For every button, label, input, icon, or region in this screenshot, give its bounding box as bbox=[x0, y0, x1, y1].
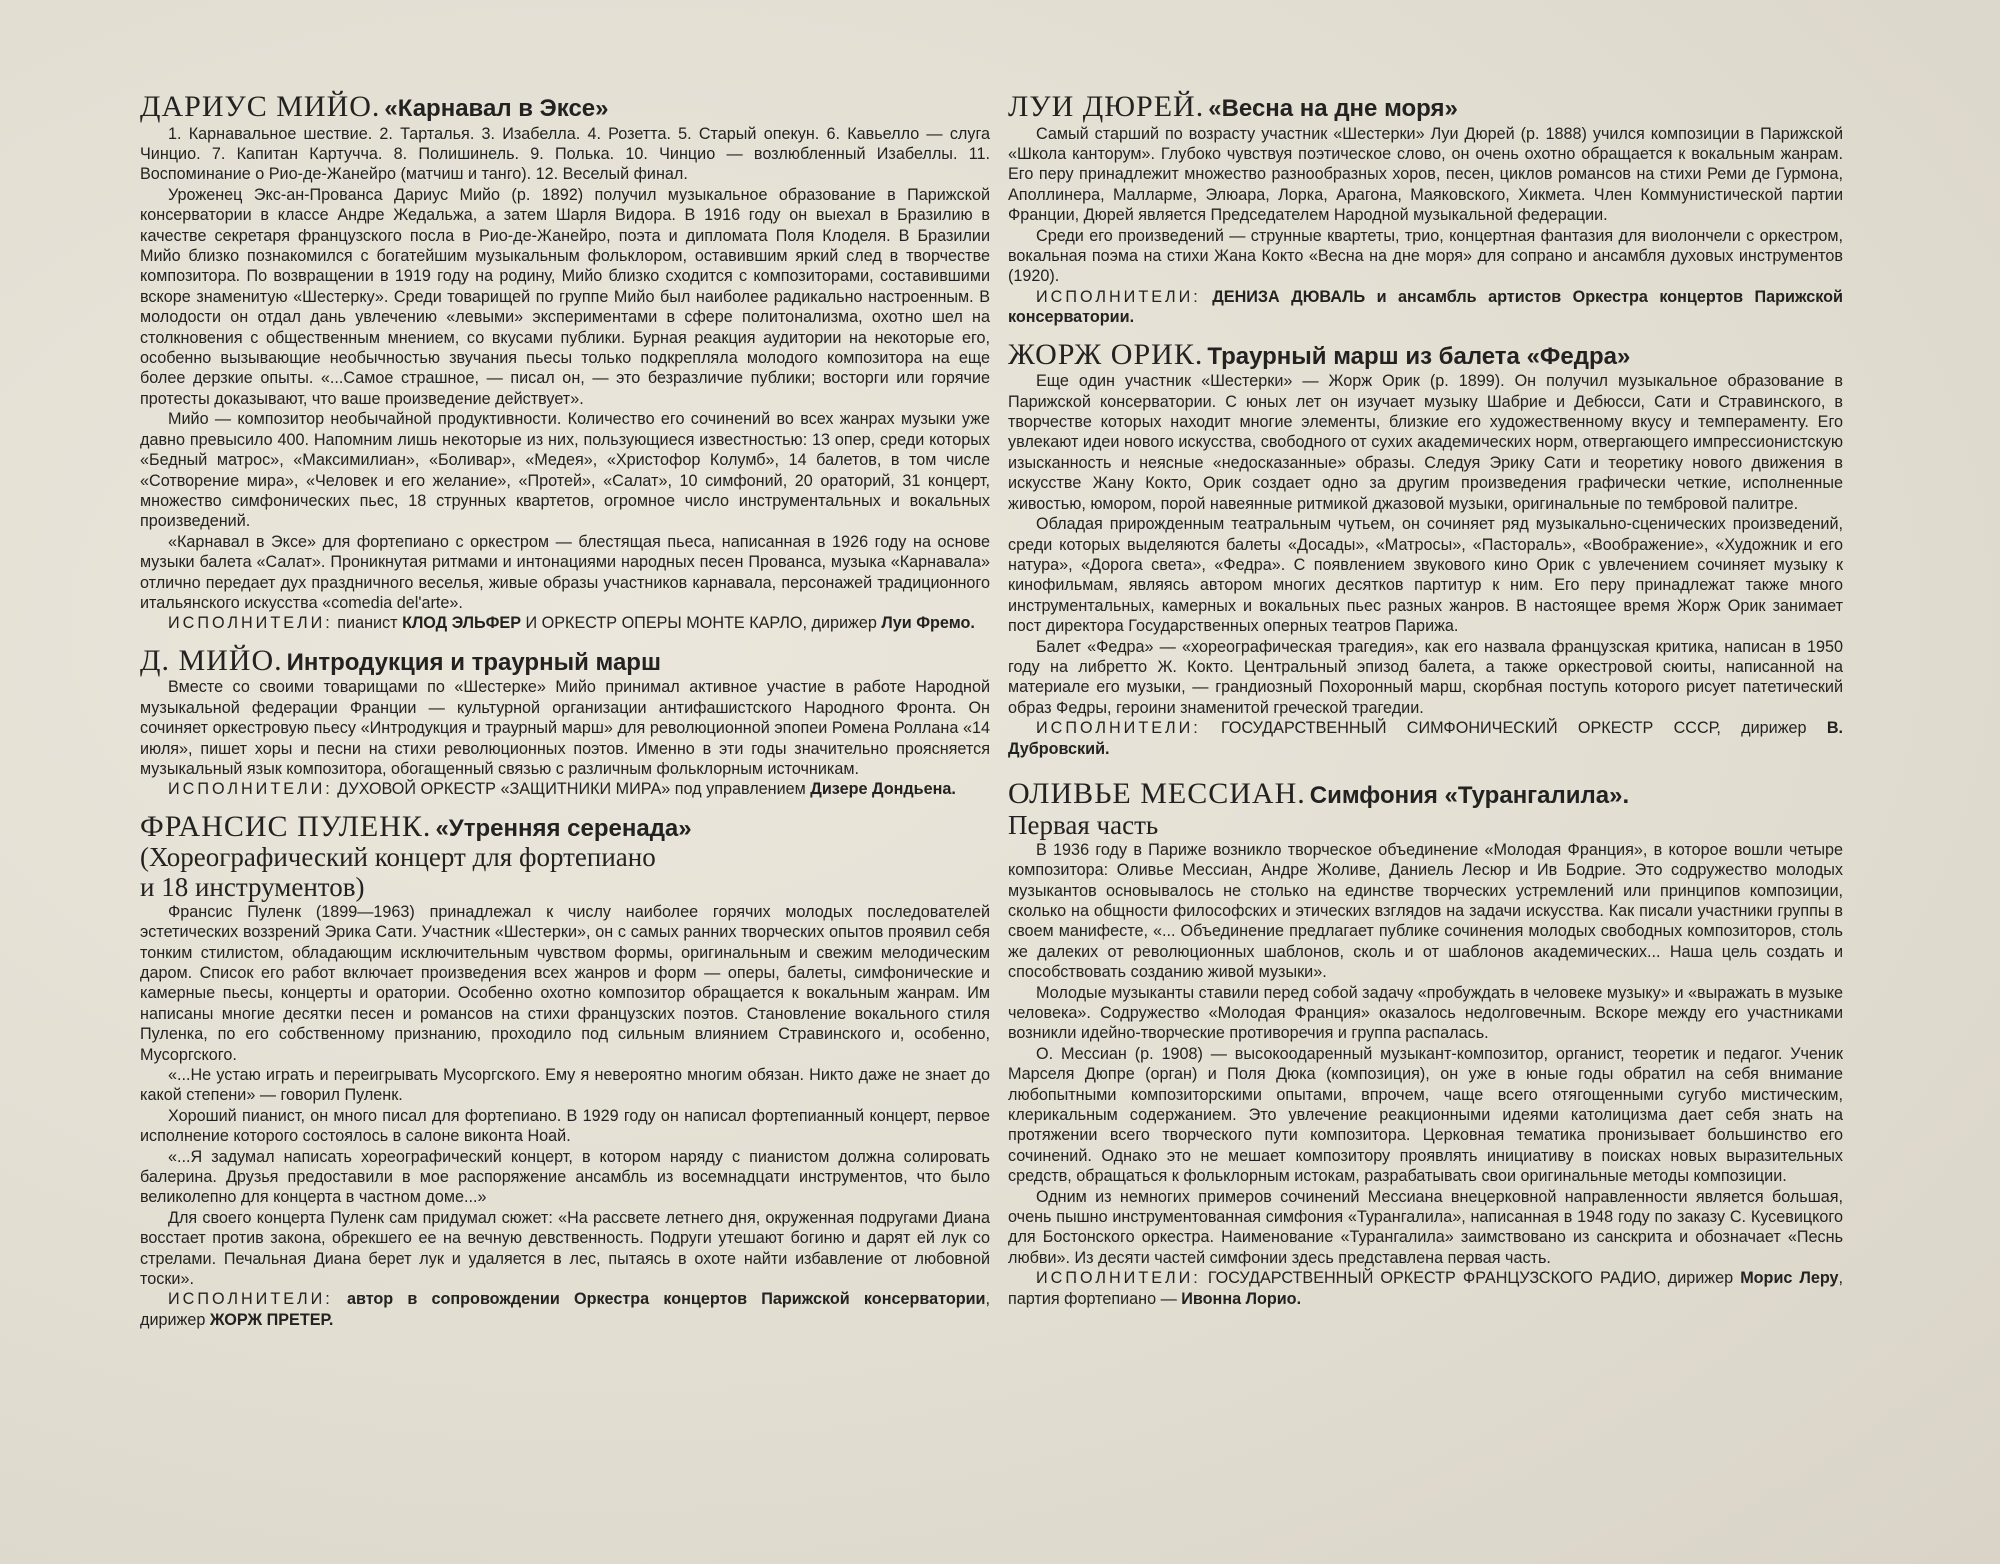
work-title: «Утренняя серенада» bbox=[435, 814, 692, 842]
work-title: «Карнавал в Эксе» bbox=[384, 95, 609, 122]
performers-text: , дирижер bbox=[140, 1290, 990, 1329]
paragraph: Вместе со своими товарищами по «Шестерке» Мийо принимал активное участие в работе Народной музыкальной федерации Франции — культурной организации антифашистского Народного Фронта. Он сочиняет оркестровую пьесу «Интродукция и траурный марш» для революционной эпопеи Ромена Роллана «14 июля», пишет хоры и песни на стихи революционных поэтов. Именно в эти годы значительно проясняется музыкальный язык композитора, обогащенный связью с различным фольклорным источникам. bbox=[140, 678, 990, 778]
performer-name: автор в сопровождении Оркестра концертов Парижской консерватории bbox=[346, 1290, 986, 1309]
paragraph: Уроженец Экс-ан-Прованса Дариус Мийо (р. 1892) получил музыкальное образование в Парижской консерватории в классе Андре Жедальжа, а затем Шарля Видора. В 1916 году он выехал в Бразилию в качестве секретаря французского посла в Рио-де-Жанейро, поэта и дипломата Поля Клоделя. В Бразилии Мийо близко познакомился с богатейшим музыкальным фольклором, оставившим яркий след в творчестве композитора. По возвращении в 1919 году на родину, Мийо близко сходится с композиторами, составившими вскоре знаменитую «Шестерку». Среди товарищей по группе Мийо был наиболее радикально настроенным. В молодости он отдал дань увлечению «левыми» экспериментами в сфере политонализма, охотно шел на столкновения с общественным мнением, со вкусами публики. Бурная реакция аудитории на некоторые его, особенно вызывающие необычностью звучания пьесы только подкрепляла молодого композитора на еще более дерзкие опыты. «...Самое страшное, — писал он, — это безразличие публики; восторги или горячие протесты доказывают, что ваше произведение действует». bbox=[140, 185, 990, 408]
section-heading bbox=[1008, 90, 1843, 124]
performers-label: ИСПОЛНИТЕЛИ: bbox=[1036, 719, 1201, 738]
section-milhaud-introduction bbox=[140, 644, 990, 800]
performers-credit bbox=[140, 613, 990, 633]
performers-label: ИСПОЛНИТЕЛИ: bbox=[168, 1290, 333, 1309]
conductor-name: Луи Фремо. bbox=[881, 614, 975, 633]
section-heading bbox=[1008, 777, 1843, 811]
paragraph: Одним из немногих примеров сочинений Мессиана внецерковной направленности является большая, очень пышно инструментованная симфония «Турангалила», написанная в 1948 году по заказу С. Кусевицкого для Бостонского оркестра. Наименование «Турангалила» заимствовано из санскрита и обозначает «Песнь любви». Из десяти частей симфонии здесь представлена первая часть. bbox=[1008, 1187, 1843, 1267]
performers-credit bbox=[1008, 1268, 1843, 1309]
work-title: Симфония «Турангалила». bbox=[1309, 781, 1630, 809]
paragraph: «...Не устаю играть и переигрывать Мусоргского. Ему я невероятно многим обязан. Никто даже не знает до какой степени» — говорил Пуленк. bbox=[140, 1065, 990, 1105]
work-subtitle: Первая часть bbox=[1008, 809, 1159, 840]
work-title: «Весна на дне моря» bbox=[1208, 95, 1458, 122]
paragraph: Самый старший по возрасту участник «Шестерки» Луи Дюрей (р. 1888) учился композиции в Парижской «Школа канторум». Глубоко чувствуя поэтическое слово, он очень охотно обращается к вокальным жанрам. Его перу принадлежит множество разнообразных хоров, песен, циклов романсов на стихи Реми де Гурмона, Аполлинера, Малларме, Элюара, Лорка, Арагона, Маяковского, Хикмета. Член Коммунистической партии Франции, Дюрей является Председателем Народной музыкальной федерации. bbox=[1008, 124, 1843, 225]
section-poulenc-aubade bbox=[140, 810, 990, 1330]
paragraph: Франсис Пуленк (1899—1963) принадлежал к числу наиболее горячих молодых последователей эстетических воззрений Эрика Сати. Участник «Шестерки», он с самых ранних творческих опытов проявил себя тонким стилистом, обладающим исключительным чувством формы, оригинальным и свежим мелодическим даром. Список его работ включает произведения всех жанров и форм — оперы, балеты, симфонические и камерные пьесы, концерты и оратории. Особенно охотно композитор обращается к вокальным жанрам. Им написаны многие десятки песен и романсов на стихи французских поэтов. Становление вокального стиля Пуленка, по его собственному признанию, проходило под сильным влиянием Стравинского и, особенно, Мусоргского. bbox=[140, 902, 990, 1064]
performers-credit bbox=[1008, 287, 1843, 328]
performers-text: ДУХОВОЙ ОРКЕСТР «ЗАЩИТНИКИ МИРА» под управлением bbox=[332, 780, 811, 799]
section-messiaen-turangalila bbox=[1008, 777, 1843, 1309]
paragraph: Среди его произведений — струнные квартеты, трио, концертная фантазия для виолончели с оркестром, вокальная поэма на стихи Жана Кокто «Весна на дне моря» для сопрано и ансамбля духовых инструментов (1920). bbox=[1008, 226, 1843, 286]
performers-label: ИСПОЛНИТЕЛИ: bbox=[168, 780, 333, 799]
work-title: Интродукция и траурный марш bbox=[286, 648, 661, 676]
right-column bbox=[1008, 90, 1843, 1309]
performers-credit bbox=[1008, 718, 1843, 759]
composer-name: ОЛИВЬЕ МЕССИАН. bbox=[1008, 776, 1306, 810]
performer-name: ДЕНИЗА ДЮВАЛЬ и ансамбль артистов Оркестра концертов Парижской консерватории. bbox=[1008, 287, 1843, 327]
composer-name: ДАРИУС МИЙО. bbox=[140, 90, 381, 123]
section-heading bbox=[140, 644, 990, 678]
section-milhaud-carnaval bbox=[140, 90, 990, 634]
work-subtitle: и 18 инструментов) bbox=[140, 871, 365, 902]
performer-name: Ивонна Лорио. bbox=[1181, 1289, 1302, 1308]
conductor-name: Дизере Дондьена. bbox=[810, 780, 956, 799]
paragraph: О. Мессиан (р. 1908) — высокоодаренный музыкант-композитор, органист, теоретик и педагог. Ученик Марселя Дюпре (орган) и Поля Дюка (композиция), он уже в юные годы обратил на себя внимание любопытными композиторскими опытами, впрочем, чаще всего отягощенными сугубо мистическим, клерикальным содержанием. Это увлечение реакционными идеями католицизма дает себя знать на протяжении всего творческого пути композитора. Церковная тематика пронизывает большинство его сочинений. Однако это не мешает композитору проявлять инициативу в поисках новых выразительных средств, обращаться к фольклорным истокам, разрабатывать свои оригинальные методы композиции. bbox=[1008, 1044, 1843, 1186]
work-title: Траурный марш из балета «Федра» bbox=[1207, 342, 1631, 370]
paragraph: «...Я задумал написать хореографический концерт, в котором наряду с пианистом должна солировать балерина. Друзья предоставили в мое распоряжение ансамбль из восемнадцати инструментов, что было великолепно для концерта в частном доме...» bbox=[140, 1147, 990, 1207]
performer-name: КЛОД ЭЛЬФЕР bbox=[402, 614, 522, 633]
work-subtitle: (Хореографический концерт для фортепиано bbox=[140, 842, 656, 873]
performers-text: ГОСУДАРСТВЕННЫЙ СИМФОНИЧЕСКИЙ ОРКЕСТР СССР, дирижер bbox=[1200, 719, 1827, 738]
section-heading bbox=[140, 810, 990, 844]
performers-credit bbox=[140, 1289, 990, 1330]
conductor-name: Морис Леру bbox=[1740, 1269, 1839, 1288]
performers-text: , партия фортепиано — bbox=[1008, 1269, 1844, 1308]
performers-label: ИСПОЛНИТЕЛИ: bbox=[1036, 287, 1201, 306]
performers-label: ИСПОЛНИТЕЛИ: bbox=[1036, 1269, 1201, 1288]
paragraph: Балет «Федра» — «хореографическая трагедия», как его назвала французская критика, написан в 1950 году на либретто Ж. Кокто. Центральный эпизод балета, а также оркестровой сюиты, написанной на материале его музыки, — грандиозный Похоронный марш, скорбная поступь которого рисует патетический образ Федры, героини знаменитой греческой трагедии. bbox=[1008, 637, 1843, 717]
conductor-name: ЖОРЖ ПРЕТЕР. bbox=[209, 1310, 334, 1329]
composer-name: ФРАНСИС ПУЛЕНК. bbox=[140, 809, 432, 843]
paragraph: Хороший пианист, он много писал для фортепиано. В 1929 году он написал фортепианный концерт, первое исполнение которого состоялось в салоне виконта Ноай. bbox=[140, 1106, 990, 1146]
paragraph: Обладая прирожденным театральным чутьем, он сочиняет ряд музыкально-сценических произведений, среди которых выделяются балеты «Досады», «Матросы», «Пастораль», «Воображение», «Художник и его натура», «Дорога света», «Федра». С появлением звукового кино Орик с увлечением сочиняет музыку к кинофильмам, являясь автором многих десятков партитур к ним. Его перу принадлежат также много инструментальных, камерных и вокальных пьес разных жанров. В настоящее время Жорж Орик занимает пост директора Государственных оперных театров Парижа. bbox=[1008, 515, 1843, 636]
paragraph: «Карнавал в Эксе» для фортепиано с оркестром — блестящая пьеса, написанная в 1926 году на основе музыки балета «Салат». Проникнутая ритмами и интонациями народных песен Прованса, музыка «Карнавала» отлично передает дух праздничного веселья, живые образы участников карнавала, персонажей традиционного итальянского искусства «comedia del'arte». bbox=[140, 532, 990, 612]
section-auric-phedre bbox=[1008, 338, 1843, 759]
performers-credit bbox=[140, 779, 990, 799]
composer-name: ЛУИ ДЮРЕЙ. bbox=[1008, 90, 1205, 123]
composer-name: ЖОРЖ ОРИК. bbox=[1008, 337, 1204, 371]
performers-text: ГОСУДАРСТВЕННЫЙ ОРКЕСТР ФРАНЦУЗСКОГО РАДИО, дирижер bbox=[1200, 1269, 1741, 1288]
performers-text: пианист bbox=[332, 614, 403, 633]
performers-label: ИСПОЛНИТЕЛИ: bbox=[168, 614, 333, 633]
performers-text: И ОРКЕСТР ОПЕРЫ МОНТЕ КАРЛО, дирижер bbox=[521, 614, 882, 633]
section-durey-printemps bbox=[1008, 90, 1843, 328]
section-heading bbox=[1008, 338, 1843, 372]
composer-name: Д. МИЙО. bbox=[140, 643, 283, 677]
paragraph: Еще один участник «Шестерки» — Жорж Орик (р. 1899). Он получил музыкальное образование в Парижской консерватории. С юных лет он изучает музыку Шабрие и Дебюсси, Сати и Стравинского, в творчестве которых находит многие элементы, близкие его художественному вкусу и темпераменту. Его увлекают идеи нового искусства, свободного от сухих академических норм, отвергающего импрессионистскую изысканность и неясные «недосказанные» образы. Следуя Эрику Сати и теоретику нового движения в искусстве Жану Кокто, Орик создает одно за другим произведения графически четкие, исполненные живостью, юмором, порой навеянные ритмикой джазовой музыки, оригинальные по тембровой палитре. bbox=[1008, 372, 1843, 513]
paragraph: Молодые музыканты ставили перед собой задачу «пробуждать в человеке музыку» и «выражать в музыке человека». Содружество «Молодая Франция» оказалось недолговечным. Вскоре между его участниками возникли идейно-творческие противоречия и группа распалась. bbox=[1008, 983, 1843, 1043]
conductor-name: В. Дубровский. bbox=[1008, 719, 1843, 758]
paragraph: Мийо — композитор необычайной продуктивности. Количество его сочинений во всех жанрах музыки уже давно превысило 400. Напомним лишь некоторые из них, пользующиеся известностью: 13 опер, среди которых «Бедный матрос», «Максимилиан», «Боливар», «Медея», «Христофор Колумб», 14 балетов, в том числе «Сотворение мира», «Человек и его желание», «Протей», «Салат», 10 симфоний, 20 ораторий, 31 концерт, множество симфонических пьес, 18 струнных квартетов, огромное число инструментальных и вокальных произведений. bbox=[140, 410, 990, 531]
movement-list: 1. Карнавальное шествие. 2. Тарталья. 3. Изабелла. 4. Розетта. 5. Старый опекун. 6. Кавьелло — слуга Чинцио. 7. Капитан Картучча. 8. Полишинель. 9. Полька. 10. Чинцио — возлюбленный Изабеллы. 11. Воспоминание о Рио-де-Жанейро (матчиш и танго). 12. Веселый финал. bbox=[140, 124, 990, 184]
section-heading bbox=[140, 90, 990, 124]
left-column bbox=[140, 90, 990, 1330]
paragraph: В 1936 году в Париже возникло творческое объединение «Молодая Франция», в которое вошли четыре композитора: Оливье Мессиан, Андре Жоливе, Даниель Лесюр и Ив Бодрие. Это содружество молодых музыкантов основывалось не столько на единстве творческих устремлений или принципов композиции, сколько на общности философских и этических взглядов на задачи искусства. Как писали участники группы в своем манифесте, «... Объединение предлагает публике сочинения молодых свободных композиторов, столь же далеких от революционных шаблонов, сколь и от шаблонов академических... Наша цель создать и способствовать созданию живой музыки». bbox=[1008, 840, 1843, 982]
paragraph: Для своего концерта Пуленк сам придумал сюжет: «На рассвете летнего дня, окруженная подругами Диана восстает против закона, обрекшего ее на вечную девственность. Подруги утешают богиню и дарят ей лук со стрелами. Печальная Диана берет лук и удаляется в лес, пытаясь в охоте найти избавление от любовной тоски». bbox=[140, 1208, 990, 1288]
